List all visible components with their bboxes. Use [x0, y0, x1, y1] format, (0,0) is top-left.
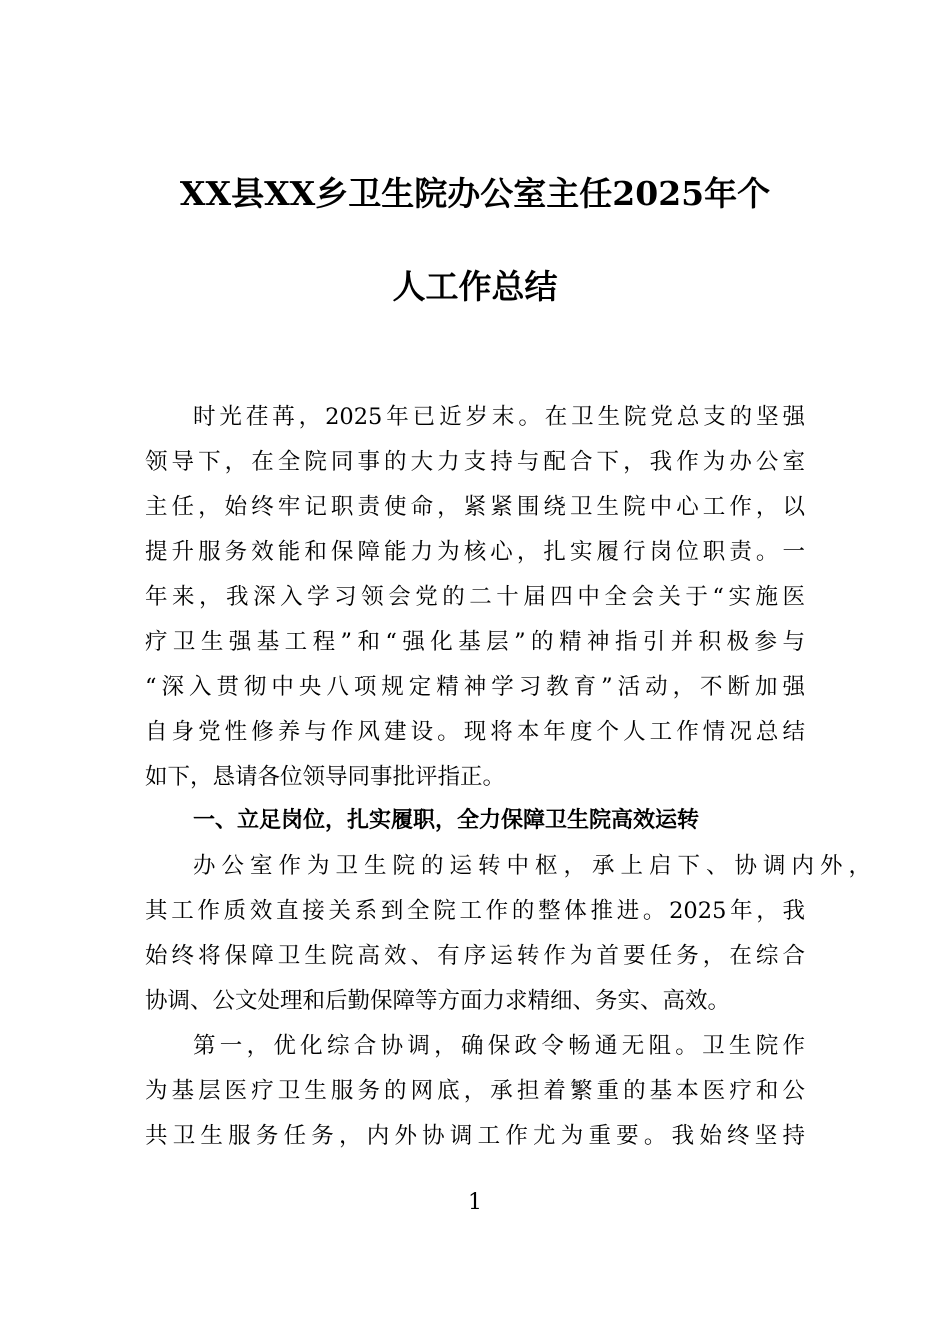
section-heading-1: 一、立足岗位，扎实履职，全力保障卫生院高效运转 [193, 808, 700, 833]
document-title-line-2: 人工作总结 [392, 267, 558, 306]
paragraph-line: 办公室作为卫生院的运转中枢，承上启下、协调内外， [193, 853, 871, 879]
paragraph-line: 为基层医疗卫生服务的网底，承担着繁重的基本医疗和公 [145, 1078, 805, 1104]
paragraph-line: “深入贯彻中央八项规定精神学习教育”活动，不断加强 [145, 674, 805, 700]
paragraph-line: 第一，优化综合协调，确保政令畅通无阻。卫生院作 [193, 1033, 805, 1059]
paragraph-line: 其工作质效直接关系到全院工作的整体推进。2025年，我 [145, 898, 805, 924]
paragraph-line: 疗卫生强基工程”和“强化基层”的精神指引并积极参与 [145, 629, 805, 655]
paragraph-line: 如下，恳请各位领导同事批评指正。 [145, 764, 506, 790]
paragraph-line: 协调、公文处理和后勤保障等方面力求精细、务实、高效。 [145, 988, 731, 1014]
paragraph-line: 年来，我深入学习领会党的二十届四中全会关于“实施医 [145, 584, 805, 610]
page-number: 1 [468, 1190, 482, 1215]
paragraph-line: 提升服务效能和保障能力为核心，扎实履行岗位职责。一 [145, 539, 805, 565]
paragraph-line: 时光荏苒，2025年已近岁末。在卫生院党总支的坚强 [193, 404, 805, 430]
paragraph-line: 自身党性修养与作风建设。现将本年度个人工作情况总结 [145, 719, 805, 745]
paragraph-line: 领导下，在全院同事的大力支持与配合下，我作为办公室 [145, 449, 805, 475]
paragraph-line: 主任，始终牢记职责使命，紧紧围绕卫生院中心工作，以 [145, 494, 805, 520]
paragraph-line: 共卫生服务任务，内外协调工作尤为重要。我始终坚持 [145, 1123, 805, 1149]
document-title-line-1: XX县XX乡卫生院办公室主任2025年个 [179, 174, 771, 213]
paragraph-line: 始终将保障卫生院高效、有序运转作为首要任务，在综合 [145, 943, 805, 969]
